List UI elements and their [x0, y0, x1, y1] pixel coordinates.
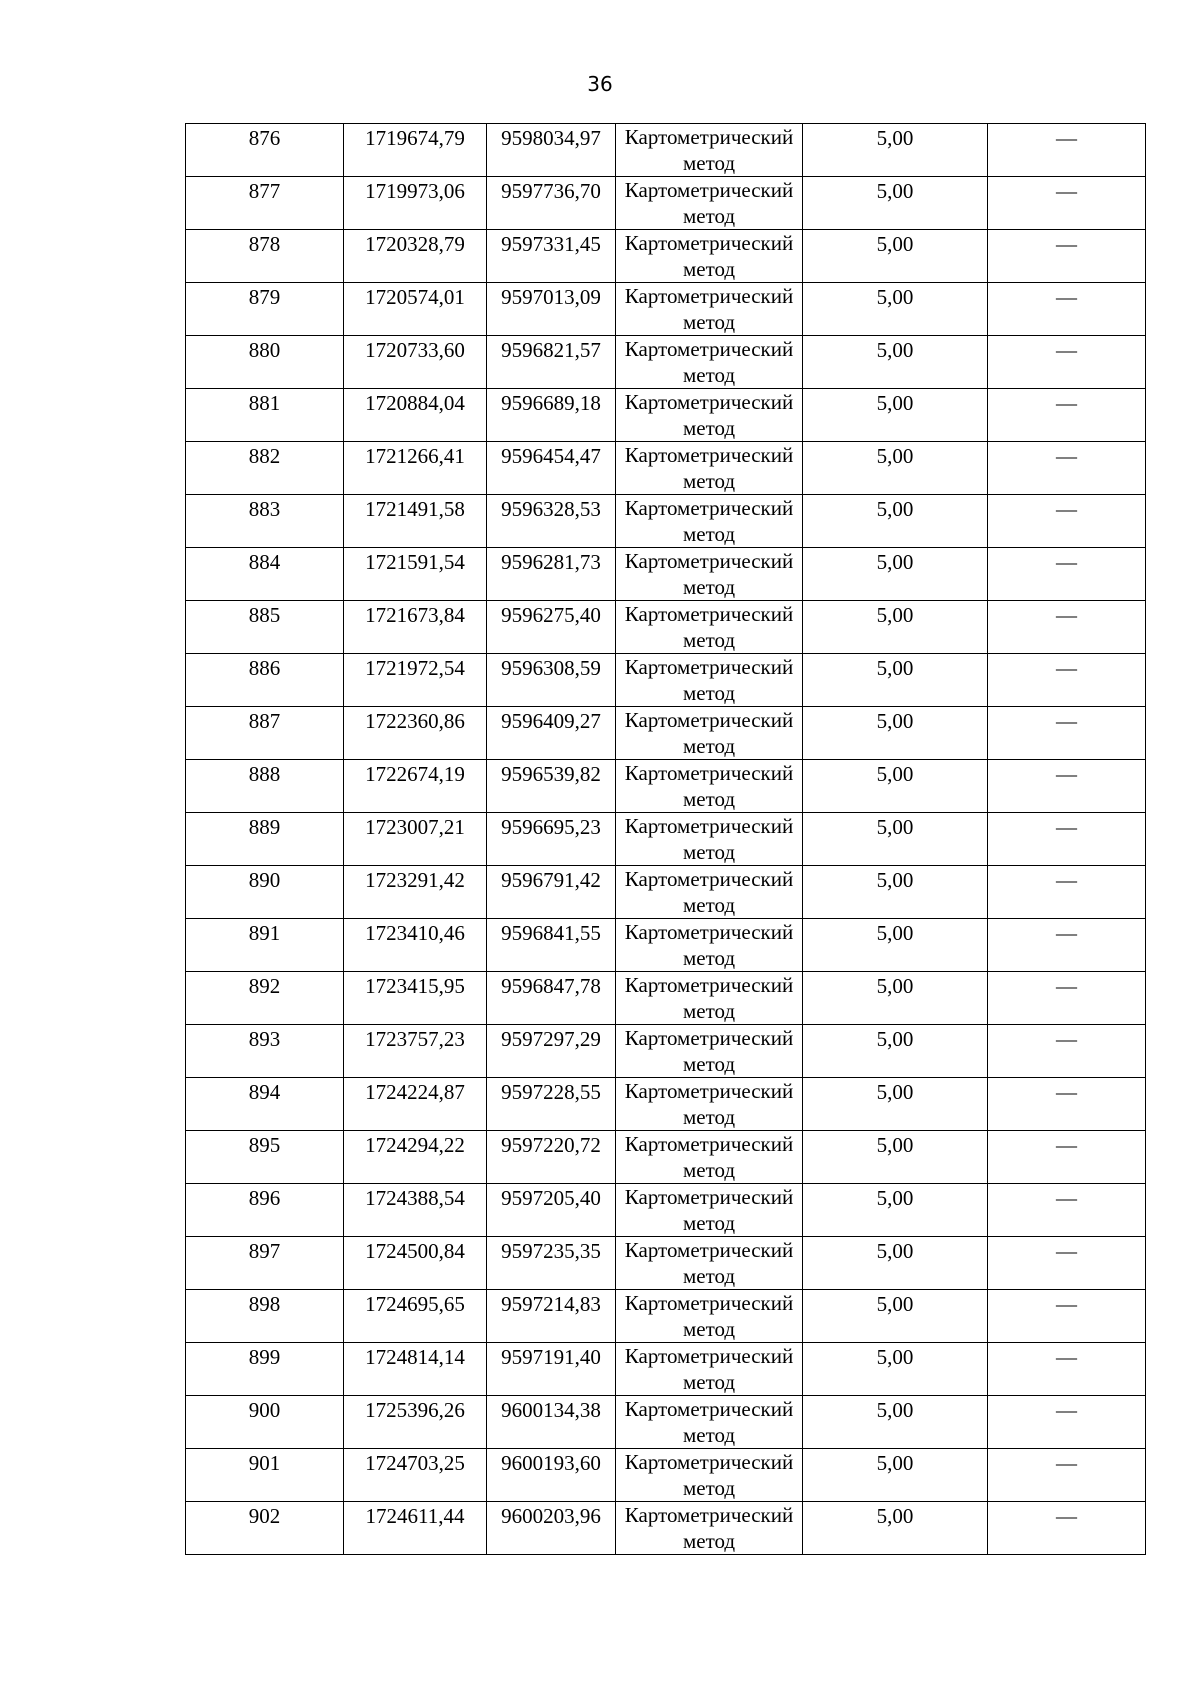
point-number-cell: 881 — [186, 389, 344, 442]
y-coordinate-cell: 9596454,47 — [487, 442, 616, 495]
point-number-cell: 897 — [186, 1237, 344, 1290]
x-coordinate-cell: 1724703,25 — [344, 1449, 487, 1502]
y-coordinate-cell: 9597331,45 — [487, 230, 616, 283]
table-row — [186, 1025, 1146, 1078]
method-cell — [616, 124, 803, 177]
x-coordinate-cell: 1721673,84 — [344, 601, 487, 654]
note-cell: — — [988, 283, 1146, 336]
y-coordinate-cell: 9596281,73 — [487, 548, 616, 601]
x-coordinate-cell: 1720574,01 — [344, 283, 487, 336]
method-cell — [616, 1025, 803, 1078]
table-row — [186, 1396, 1146, 1449]
x-coordinate-cell: 1721491,58 — [344, 495, 487, 548]
method-cell — [616, 548, 803, 601]
method-line-1: Картометрический — [624, 1397, 794, 1421]
y-coordinate-cell: 9596689,18 — [487, 389, 616, 442]
x-coordinate-cell: 1724500,84 — [344, 1237, 487, 1290]
method-cell — [616, 972, 803, 1025]
method-line-1: Картометрический — [624, 867, 794, 891]
method-cell — [616, 866, 803, 919]
note-cell: — — [988, 124, 1146, 177]
table-row — [186, 389, 1146, 442]
y-coordinate-cell: 9597235,35 — [487, 1237, 616, 1290]
method-line-2: метод — [682, 151, 736, 175]
table-row — [186, 442, 1146, 495]
y-coordinate-cell: 9596695,23 — [487, 813, 616, 866]
x-coordinate-cell: 1721266,41 — [344, 442, 487, 495]
x-coordinate-cell: 1724294,22 — [344, 1131, 487, 1184]
accuracy-cell: 5,00 — [803, 1131, 988, 1184]
accuracy-cell: 5,00 — [803, 707, 988, 760]
y-coordinate-cell: 9596409,27 — [487, 707, 616, 760]
method-line-1: Картометрический — [624, 973, 794, 997]
note-cell: — — [988, 813, 1146, 866]
y-coordinate-cell: 9596308,59 — [487, 654, 616, 707]
coordinates-table — [185, 123, 1146, 1555]
x-coordinate-cell: 1719973,06 — [344, 177, 487, 230]
table-row — [186, 1290, 1146, 1343]
y-coordinate-cell: 9596841,55 — [487, 919, 616, 972]
table-row — [186, 230, 1146, 283]
note-cell: — — [988, 1396, 1146, 1449]
method-cell — [616, 1396, 803, 1449]
y-coordinate-cell: 9597297,29 — [487, 1025, 616, 1078]
note-cell: — — [988, 1290, 1146, 1343]
table-row — [186, 1078, 1146, 1131]
method-line-2: метод — [682, 575, 736, 599]
x-coordinate-cell: 1721972,54 — [344, 654, 487, 707]
note-cell: — — [988, 495, 1146, 548]
method-line-2: метод — [682, 1476, 736, 1500]
note-cell: — — [988, 1025, 1146, 1078]
y-coordinate-cell: 9596847,78 — [487, 972, 616, 1025]
y-coordinate-cell: 9597191,40 — [487, 1343, 616, 1396]
method-cell — [616, 283, 803, 336]
x-coordinate-cell: 1725396,26 — [344, 1396, 487, 1449]
method-line-1: Картометрический — [624, 390, 794, 414]
y-coordinate-cell: 9596821,57 — [487, 336, 616, 389]
method-line-1: Картометрический — [624, 1450, 794, 1474]
method-line-2: метод — [682, 1052, 736, 1076]
note-cell: — — [988, 760, 1146, 813]
method-line-1: Картометрический — [624, 549, 794, 573]
method-line-2: метод — [682, 469, 736, 493]
point-number-cell: 887 — [186, 707, 344, 760]
y-coordinate-cell: 9597736,70 — [487, 177, 616, 230]
method-line-1: Картометрический — [624, 655, 794, 679]
method-cell — [616, 1184, 803, 1237]
accuracy-cell: 5,00 — [803, 283, 988, 336]
method-line-2: метод — [682, 522, 736, 546]
accuracy-cell: 5,00 — [803, 1449, 988, 1502]
point-number-cell: 882 — [186, 442, 344, 495]
method-line-2: метод — [682, 840, 736, 864]
method-line-2: метод — [682, 257, 736, 281]
point-number-cell: 902 — [186, 1502, 344, 1555]
note-cell: — — [988, 866, 1146, 919]
accuracy-cell: 5,00 — [803, 813, 988, 866]
method-line-1: Картометрический — [624, 231, 794, 255]
point-number-cell: 888 — [186, 760, 344, 813]
x-coordinate-cell: 1720884,04 — [344, 389, 487, 442]
x-coordinate-cell: 1723291,42 — [344, 866, 487, 919]
point-number-cell: 892 — [186, 972, 344, 1025]
x-coordinate-cell: 1721591,54 — [344, 548, 487, 601]
note-cell: — — [988, 707, 1146, 760]
table-row — [186, 707, 1146, 760]
point-number-cell: 896 — [186, 1184, 344, 1237]
table-row — [186, 495, 1146, 548]
note-cell: — — [988, 177, 1146, 230]
point-number-cell: 891 — [186, 919, 344, 972]
table-row — [186, 1184, 1146, 1237]
accuracy-cell: 5,00 — [803, 389, 988, 442]
method-line-1: Картометрический — [624, 1185, 794, 1209]
table-row — [186, 336, 1146, 389]
accuracy-cell: 5,00 — [803, 495, 988, 548]
method-line-1: Картометрический — [624, 337, 794, 361]
note-cell: — — [988, 1449, 1146, 1502]
method-line-1: Картометрический — [624, 284, 794, 308]
table-row — [186, 1131, 1146, 1184]
accuracy-cell: 5,00 — [803, 1343, 988, 1396]
accuracy-cell: 5,00 — [803, 442, 988, 495]
point-number-cell: 901 — [186, 1449, 344, 1502]
method-line-2: метод — [682, 1264, 736, 1288]
method-cell — [616, 707, 803, 760]
method-line-2: метод — [682, 416, 736, 440]
table-row — [186, 760, 1146, 813]
accuracy-cell: 5,00 — [803, 654, 988, 707]
accuracy-cell: 5,00 — [803, 124, 988, 177]
method-line-2: метод — [682, 999, 736, 1023]
point-number-cell: 878 — [186, 230, 344, 283]
method-line-2: метод — [682, 310, 736, 334]
method-cell — [616, 177, 803, 230]
y-coordinate-cell: 9598034,97 — [487, 124, 616, 177]
y-coordinate-cell: 9597228,55 — [487, 1078, 616, 1131]
method-line-2: метод — [682, 893, 736, 917]
point-number-cell: 899 — [186, 1343, 344, 1396]
note-cell: — — [988, 1502, 1146, 1555]
x-coordinate-cell: 1720733,60 — [344, 336, 487, 389]
x-coordinate-cell: 1723410,46 — [344, 919, 487, 972]
point-number-cell: 880 — [186, 336, 344, 389]
method-line-1: Картометрический — [624, 1344, 794, 1368]
method-line-2: метод — [682, 628, 736, 652]
x-coordinate-cell: 1724224,87 — [344, 1078, 487, 1131]
method-line-2: метод — [682, 946, 736, 970]
method-cell — [616, 336, 803, 389]
table-row — [186, 124, 1146, 177]
method-line-2: метод — [682, 1423, 736, 1447]
method-line-2: метод — [682, 204, 736, 228]
accuracy-cell: 5,00 — [803, 336, 988, 389]
table-row — [186, 548, 1146, 601]
method-cell — [616, 230, 803, 283]
accuracy-cell: 5,00 — [803, 972, 988, 1025]
table-row — [186, 866, 1146, 919]
table-row — [186, 601, 1146, 654]
point-number-cell: 877 — [186, 177, 344, 230]
note-cell: — — [988, 601, 1146, 654]
method-line-1: Картометрический — [624, 1503, 794, 1527]
point-number-cell: 879 — [186, 283, 344, 336]
y-coordinate-cell: 9596539,82 — [487, 760, 616, 813]
x-coordinate-cell: 1724611,44 — [344, 1502, 487, 1555]
x-coordinate-cell: 1724814,14 — [344, 1343, 487, 1396]
y-coordinate-cell: 9597214,83 — [487, 1290, 616, 1343]
table-row — [186, 283, 1146, 336]
method-line-1: Картометрический — [624, 1291, 794, 1315]
x-coordinate-cell: 1720328,79 — [344, 230, 487, 283]
x-coordinate-cell: 1724695,65 — [344, 1290, 487, 1343]
method-cell — [616, 813, 803, 866]
y-coordinate-cell: 9597205,40 — [487, 1184, 616, 1237]
point-number-cell: 890 — [186, 866, 344, 919]
accuracy-cell: 5,00 — [803, 1502, 988, 1555]
method-line-2: метод — [682, 1158, 736, 1182]
accuracy-cell: 5,00 — [803, 1025, 988, 1078]
table-row — [186, 972, 1146, 1025]
x-coordinate-cell: 1723415,95 — [344, 972, 487, 1025]
point-number-cell: 895 — [186, 1131, 344, 1184]
note-cell: — — [988, 1078, 1146, 1131]
note-cell: — — [988, 1237, 1146, 1290]
table-row — [186, 813, 1146, 866]
y-coordinate-cell: 9597013,09 — [487, 283, 616, 336]
x-coordinate-cell: 1723007,21 — [344, 813, 487, 866]
accuracy-cell: 5,00 — [803, 548, 988, 601]
point-number-cell: 900 — [186, 1396, 344, 1449]
note-cell: — — [988, 548, 1146, 601]
note-cell: — — [988, 336, 1146, 389]
accuracy-cell: 5,00 — [803, 177, 988, 230]
method-line-2: метод — [682, 1370, 736, 1394]
method-line-1: Картометрический — [624, 920, 794, 944]
method-line-1: Картометрический — [624, 496, 794, 520]
method-line-1: Картометрический — [624, 708, 794, 732]
method-line-2: метод — [682, 1105, 736, 1129]
accuracy-cell: 5,00 — [803, 1184, 988, 1237]
point-number-cell: 884 — [186, 548, 344, 601]
method-cell — [616, 1343, 803, 1396]
method-cell — [616, 442, 803, 495]
y-coordinate-cell: 9600134,38 — [487, 1396, 616, 1449]
method-cell — [616, 389, 803, 442]
y-coordinate-cell: 9597220,72 — [487, 1131, 616, 1184]
method-cell — [616, 760, 803, 813]
method-cell — [616, 1449, 803, 1502]
method-cell — [616, 1502, 803, 1555]
method-line-2: метод — [682, 734, 736, 758]
note-cell: — — [988, 442, 1146, 495]
y-coordinate-cell: 9596328,53 — [487, 495, 616, 548]
method-line-1: Картометрический — [624, 178, 794, 202]
note-cell: — — [988, 972, 1146, 1025]
accuracy-cell: 5,00 — [803, 230, 988, 283]
point-number-cell: 894 — [186, 1078, 344, 1131]
point-number-cell: 885 — [186, 601, 344, 654]
method-cell — [616, 654, 803, 707]
accuracy-cell: 5,00 — [803, 760, 988, 813]
table-row — [186, 1237, 1146, 1290]
accuracy-cell: 5,00 — [803, 1237, 988, 1290]
accuracy-cell: 5,00 — [803, 1078, 988, 1131]
method-line-1: Картометрический — [624, 761, 794, 785]
method-line-1: Картометрический — [624, 814, 794, 838]
x-coordinate-cell: 1722674,19 — [344, 760, 487, 813]
y-coordinate-cell: 9596791,42 — [487, 866, 616, 919]
table-row — [186, 1449, 1146, 1502]
accuracy-cell: 5,00 — [803, 601, 988, 654]
method-line-1: Картометрический — [624, 1079, 794, 1103]
x-coordinate-cell: 1723757,23 — [344, 1025, 487, 1078]
note-cell: — — [988, 654, 1146, 707]
method-line-2: метод — [682, 363, 736, 387]
point-number-cell: 898 — [186, 1290, 344, 1343]
point-number-cell: 893 — [186, 1025, 344, 1078]
y-coordinate-cell: 9600203,96 — [487, 1502, 616, 1555]
method-line-2: метод — [682, 787, 736, 811]
method-cell — [616, 1290, 803, 1343]
accuracy-cell: 5,00 — [803, 1396, 988, 1449]
method-line-1: Картометрический — [624, 1026, 794, 1050]
note-cell: — — [988, 1184, 1146, 1237]
table-row — [186, 919, 1146, 972]
method-line-2: метод — [682, 681, 736, 705]
accuracy-cell: 5,00 — [803, 919, 988, 972]
method-cell — [616, 1237, 803, 1290]
note-cell: — — [988, 389, 1146, 442]
method-line-2: метод — [682, 1317, 736, 1341]
point-number-cell: 876 — [186, 124, 344, 177]
method-line-1: Картометрический — [624, 1238, 794, 1262]
page-number: 36 — [587, 72, 613, 96]
method-line-2: метод — [682, 1211, 736, 1235]
note-cell: — — [988, 230, 1146, 283]
method-line-1: Картометрический — [624, 125, 794, 149]
method-line-2: метод — [682, 1529, 736, 1553]
method-cell — [616, 919, 803, 972]
note-cell: — — [988, 1131, 1146, 1184]
method-cell — [616, 1078, 803, 1131]
coordinates-table-body — [186, 124, 1146, 1555]
y-coordinate-cell: 9600193,60 — [487, 1449, 616, 1502]
table-row — [186, 654, 1146, 707]
method-line-1: Картометрический — [624, 443, 794, 467]
note-cell: — — [988, 1343, 1146, 1396]
x-coordinate-cell: 1724388,54 — [344, 1184, 487, 1237]
note-cell: — — [988, 919, 1146, 972]
point-number-cell: 886 — [186, 654, 344, 707]
table-row — [186, 177, 1146, 230]
accuracy-cell: 5,00 — [803, 1290, 988, 1343]
table-row — [186, 1343, 1146, 1396]
x-coordinate-cell: 1722360,86 — [344, 707, 487, 760]
method-line-1: Картометрический — [624, 602, 794, 626]
method-cell — [616, 601, 803, 654]
method-line-1: Картометрический — [624, 1132, 794, 1156]
y-coordinate-cell: 9596275,40 — [487, 601, 616, 654]
accuracy-cell: 5,00 — [803, 866, 988, 919]
table-row — [186, 1502, 1146, 1555]
method-cell — [616, 1131, 803, 1184]
point-number-cell: 883 — [186, 495, 344, 548]
point-number-cell: 889 — [186, 813, 344, 866]
method-cell — [616, 495, 803, 548]
x-coordinate-cell: 1719674,79 — [344, 124, 487, 177]
